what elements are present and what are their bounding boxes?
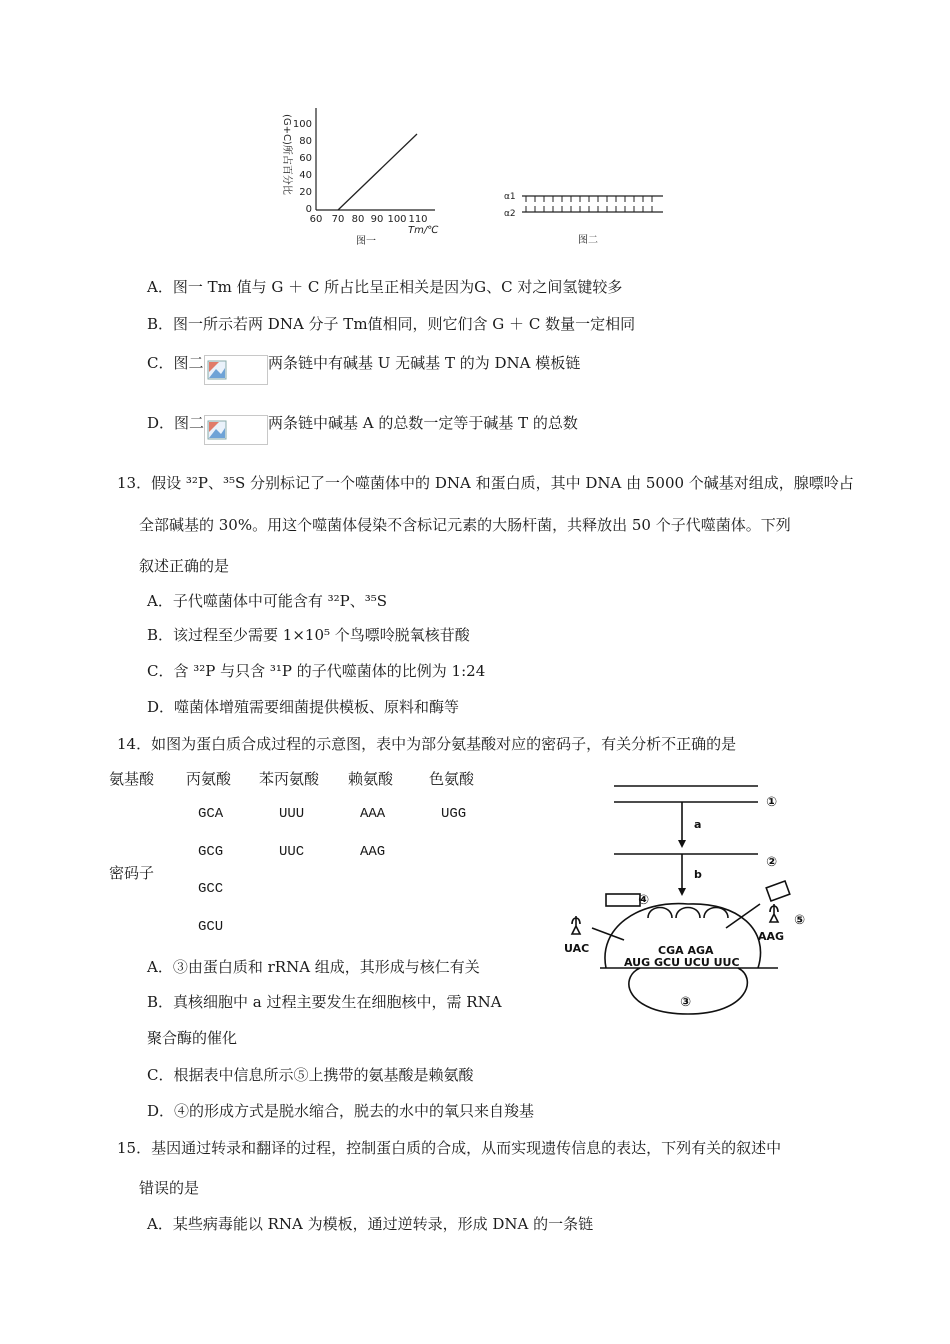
x-tick: 70: [331, 214, 345, 225]
y-tick: 0: [305, 204, 312, 215]
figure-1-chart: [270, 100, 450, 250]
broken-image-icon: [204, 415, 268, 445]
table-cell: GCG: [198, 844, 224, 860]
base-pairs: [526, 196, 652, 212]
q13-option-b: B．该过程至少需要 1×10⁵ 个鸟嘌呤脱氧核苷酸: [147, 626, 470, 644]
label-2: ②: [766, 855, 778, 870]
figure-2-diagram: [500, 185, 670, 250]
table-cell: GCU: [198, 919, 224, 935]
x-tick: 90: [370, 214, 384, 225]
polypeptide-box: [606, 894, 640, 906]
q14-option-c: C．根据表中信息所示⑤上携带的氨基酸是赖氨酸: [147, 1066, 474, 1084]
y-tick: 20: [299, 187, 312, 198]
release-arrow-left: [592, 928, 624, 940]
q14-option-b-line1: B．真核细胞中 a 过程主要发生在细胞核中，需 RNA: [147, 993, 502, 1011]
protein-synthesis-diagram: [548, 778, 818, 1018]
arrow-a-head: [678, 840, 686, 848]
table-header-cell: 色氨酸: [429, 770, 475, 788]
y-axis-label: (G+C)所占百分比: [281, 114, 292, 195]
table-row-label-codon: 密码子: [109, 864, 155, 882]
q12-option-c-text: 两条链中有碱基 U 无碱基 T 的为 DNA 模板链: [268, 354, 581, 372]
table-header-cell: 赖氨酸: [348, 770, 394, 788]
arrow-b-label: b: [694, 868, 702, 881]
y-tick: 60: [299, 153, 312, 164]
q12-option-d-prefix: D．图二: [147, 414, 205, 432]
q14-option-b-line2: 聚合酶的催化: [147, 1029, 238, 1047]
q12-option-d-text: 两条链中碱基 A 的总数一定等于碱基 T 的总数: [268, 414, 578, 432]
anticodon-left: UAC: [564, 942, 590, 955]
q13-stem-line3: 叙述正确的是: [139, 557, 230, 575]
amino-acid-right: [766, 881, 790, 901]
x-tick: 60: [309, 214, 323, 225]
incoming-arrow-right: [726, 904, 760, 928]
trna-right: [770, 904, 778, 922]
y-tick: 100: [292, 119, 312, 130]
q12-option-c-prefix: C．图二: [147, 354, 204, 372]
table-row-label-amino-acid: 氨基酸: [109, 770, 155, 788]
label-4: ④: [638, 893, 650, 908]
trna-middle: [648, 908, 728, 919]
q12-option-c: [147, 352, 203, 373]
q13-stem-line2: 全部碱基的 30%。用这个噬菌体侵染不含标记元素的大肠杆菌，共释放出 50 个子代噬菌体。下列: [139, 516, 791, 534]
q15-stem-line2: 错误的是: [139, 1179, 200, 1197]
q12-option-b: B．图一所示若两 DNA 分子 Tm值相同，则它们含 G ＋ C 数量一定相同: [147, 315, 636, 333]
table-header-cell: 苯丙氨酸: [259, 770, 320, 788]
label-5: ⑤: [794, 913, 806, 928]
table-cell: AAA: [360, 806, 386, 822]
q13-option-c: C．含 ³²P 与只含 ³¹P 的子代噬菌体的比例为 1:24: [147, 662, 486, 680]
strand-label-2: α2: [504, 209, 516, 219]
y-tick: 80: [299, 136, 312, 147]
table-cell: UUU: [279, 806, 305, 822]
q15-option-a: A．某些病毒能以 RNA 为模板，通过逆转录，形成 DNA 的一条链: [147, 1215, 594, 1233]
label-1: ①: [766, 795, 778, 810]
trna-middle-codons: CGA AGA: [658, 944, 714, 957]
q12-option-a: A．图一 Tm 值与 G ＋ C 所占比呈正相关是因为G、C 对之间氢键较多: [147, 278, 623, 296]
x-tick: 100: [387, 214, 407, 225]
q14-stem: 14．如图为蛋白质合成过程的示意图，表中为部分氨基酸对应的密码子，有关分析不正确的是: [117, 735, 737, 753]
x-tick: 110: [408, 214, 428, 225]
table-cell: UUC: [279, 844, 305, 860]
arrow-b-head: [678, 888, 686, 896]
q14-option-a: A．③由蛋白质和 rRNA 组成，其形成与核仁有关: [147, 958, 480, 976]
q13-option-d: D．噬菌体增殖需要细菌提供模板、原料和酶等: [147, 698, 460, 716]
x-ticks: [310, 214, 428, 225]
q14-option-d: D．④的形成方式是脱水缩合，脱去的水中的氧只来自羧基: [147, 1102, 535, 1120]
x-tick: 80: [351, 214, 365, 225]
table-cell: GCA: [198, 806, 224, 822]
table-header-cell: 丙氨酸: [186, 770, 232, 788]
y-tick: 40: [299, 170, 312, 181]
q12-option-d: [147, 412, 204, 433]
q13-stem-line1: 13．假设 ³²P、³⁵S 分别标记了一个噬菌体中的 DNA 和蛋白质，其中 DNA 由 5000 个碱基对组成，腺嘌呤占: [117, 474, 854, 492]
trna-left: [572, 916, 580, 934]
broken-image-icon: [204, 355, 268, 385]
q13-option-a: A．子代噬菌体中可能含有 ³²P、³⁵S: [147, 592, 388, 610]
figure-caption: 图一: [356, 236, 376, 247]
table-cell: AAG: [360, 844, 386, 860]
anticodon-right: AAG: [758, 930, 785, 943]
q15-stem-line1: 15．基因通过转录和翻译的过程，控制蛋白质的合成，从而实现遗传信息的表达，下列有关的叙述中: [117, 1139, 782, 1157]
strand-label-1: α1: [504, 192, 516, 202]
table-cell: GCC: [198, 881, 224, 897]
arrow-a-label: a: [694, 818, 702, 831]
figure-caption: 图二: [578, 235, 598, 246]
mrna-sequence: AUG GCU UCU UUC: [624, 956, 740, 969]
table-cell: UGG: [441, 806, 467, 822]
label-3: ③: [680, 995, 692, 1010]
data-line: [338, 134, 417, 210]
y-ticks: [293, 119, 312, 215]
x-axis-label: Tm/℃: [408, 225, 439, 236]
